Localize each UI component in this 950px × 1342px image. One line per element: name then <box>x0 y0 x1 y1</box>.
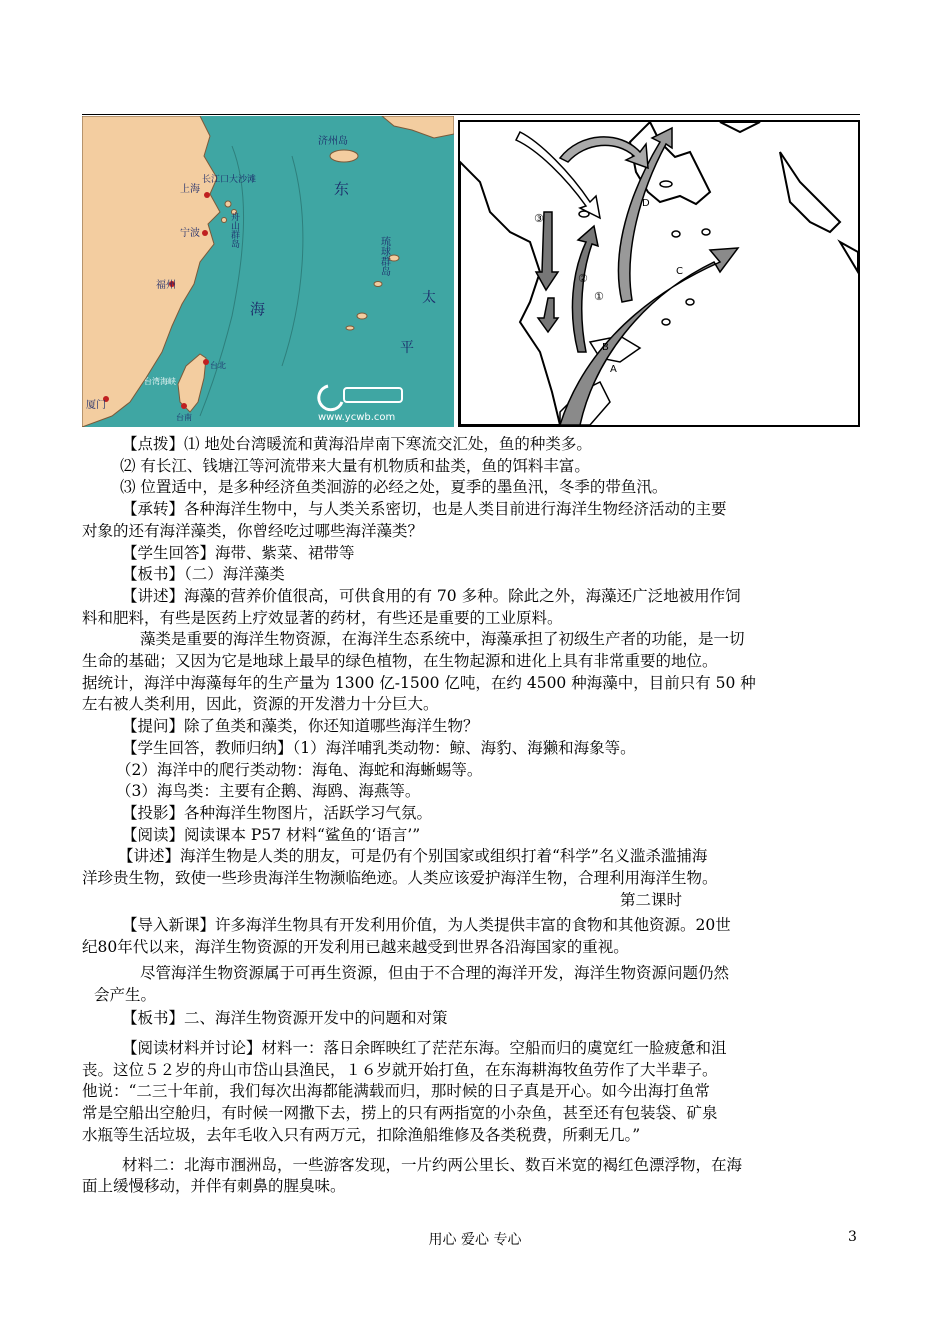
paragraph: 左右被人类利用，因此，资源的开发潜力十分巨大。 <box>82 695 439 714</box>
paragraph: 面上缓慢移动，并伴有刺鼻的腥臭味。 <box>82 1177 346 1196</box>
paragraph: 纪80年代以来，海洋生物资源的开发利用已越来越受到世界各沿海国家的重视。 <box>82 938 629 957</box>
paragraph: ⑵ 有长江、钱塘江等河流带来大量有机物质和盐类，鱼的饵料丰富。 <box>120 456 590 475</box>
paragraph: 【阅读】阅读课本 P57 材料“鲨鱼的‘语言’” <box>122 825 421 844</box>
paragraph: 据统计，海洋中海藻每年的生产量为 1300 亿-1500 亿吨，在约 4500 种海藻中，目前只有 50 种 <box>82 673 756 692</box>
paragraph: 对象的还有海洋藻类，你曾经吃过哪些海洋藻类？ <box>82 521 424 540</box>
east-china-sea-map <box>82 116 454 427</box>
section-heading: 第二课时 <box>620 890 683 909</box>
label-ningbo: 宁波 <box>180 228 200 239</box>
paragraph: 【板书】二、海洋生物资源开发中的问题和对策 <box>122 1009 448 1028</box>
paragraph: 【阅读材料并讨论】材料一：落日余晖映红了茫茫东海。空船而归的虞宽红一脸疲惫和沮 <box>122 1038 727 1057</box>
paragraph: 【讲述】海洋生物是人类的朋友，可是仍有个别国家或组织打着“科学”名义滥杀滥捕海 <box>118 847 708 866</box>
paragraph: 【板书】（二）海洋藻类 <box>122 565 285 584</box>
paragraph: 生命的基础；又因为它是地球上最早的绿色植物，在生物起源和进化上具有非常重要的地位。 <box>82 652 718 671</box>
label-fuzhou: 福州 <box>156 280 176 291</box>
label-dong: 东 <box>334 180 350 198</box>
page-footer: 用心 爱心 专心 <box>428 1232 522 1248</box>
label-tainan: 台南 <box>176 413 192 422</box>
label-jeju: 济州岛 <box>318 136 348 147</box>
paragraph: 【投影】各种海洋生物图片，活跃学习气氛。 <box>122 803 433 822</box>
paragraph: 他说：“二三十年前，我们每次出海都能满载而归，那时候的日子真是开心。如今出海打鱼常 <box>82 1082 710 1101</box>
paragraph: 【导入新课】许多海洋生物具有开发利用价值，为人类提供丰富的食物和其他资源。20世 <box>122 916 731 935</box>
paragraph: 【学生回答，教师归纳】（1）海洋哺乳类动物：鲸、海豹、海獭和海象等。 <box>122 738 636 757</box>
watermark-url: www.ycwb.com <box>318 412 396 423</box>
paragraph: 料和肥料，有些是医药上疗效显著的药材，有些还是重要的工业原料。 <box>82 608 563 627</box>
paragraph: 【点拨】⑴ 地处台湾暖流和黄海沿岸南下寒流交汇处，鱼的种类多。 <box>122 435 592 453</box>
paragraph: （2）海洋中的爬行类动物：海龟、海蛇和海蜥蜴等。 <box>116 760 483 779</box>
paragraph: （3）海鸟类：主要有企鹅、海鸥、海燕等。 <box>116 782 421 801</box>
label-tai: 太 <box>422 290 436 306</box>
label-hai: 海 <box>250 300 266 318</box>
label-yangtze-shoal: 长江口大沙滩 <box>202 175 257 185</box>
paragraph: 材料二：北海市涠洲岛，一些游客发现，一片约两公里长、数百米宽的褐红色漂浮物，在海 <box>122 1155 743 1174</box>
label-point-d: D <box>642 198 650 209</box>
label-point-b: B <box>602 342 609 353</box>
lesson-text <box>82 434 860 1198</box>
label-point-c: C <box>676 266 683 277</box>
paragraph: 会产生。 <box>94 985 157 1004</box>
paragraph: 【提问】除了鱼类和藻类，你还知道哪些海洋生物？ <box>122 717 479 736</box>
label-current-3: ③ <box>534 212 544 225</box>
page-number: 3 <box>848 1229 857 1245</box>
label-point-a: A <box>610 364 617 375</box>
label-shanghai: 上海 <box>180 184 200 195</box>
paragraph: ⑶ 位置适中，是多种经济鱼类洄游的必经之处，夏季的墨鱼汛，冬季的带鱼汛。 <box>120 478 668 497</box>
paragraph: 藻类是重要的海洋生物资源，在海洋生态系统中，海藻承担了初级生产者的功能，是一切 <box>140 630 745 649</box>
label-current-2: ② <box>578 272 588 285</box>
paragraph: 【承转】各种海洋生物中，与人类关系密切，也是人类目前进行海洋生物经济活动的主要 <box>122 500 727 519</box>
paragraph: 【讲述】海藻的营养价值很高，可供食用的有 70 多种。除此之外，海藻还广泛地被用作饲 <box>122 586 741 605</box>
label-xiamen: 厦门 <box>86 400 106 411</box>
header-rule <box>82 114 860 115</box>
paragraph: 尽管海洋生物资源属于可再生资源，但由于不合理的海洋开发，海洋生物资源问题仍然 <box>140 963 730 982</box>
label-taibei: 台北 <box>210 361 226 370</box>
ocean-currents-map <box>458 120 860 427</box>
paragraph: 常是空船出空舱归，有时候一网撒下去，捞上的只有两指宽的小杂鱼，甚至还有包装袋、矿泉 <box>82 1104 718 1123</box>
label-current-1: ① <box>594 290 604 303</box>
label-zhoushan: 舟山群岛 <box>229 212 239 248</box>
paragraph: 【学生回答】海带、紫菜、裙带等 <box>122 543 355 562</box>
label-ping: 平 <box>400 340 414 356</box>
paragraph: 水瓶等生活垃圾，去年毛收入只有两万元，扣除渔船维修及各类税费，所剩无几。” <box>82 1125 641 1144</box>
paragraph: 丧。这位５２岁的舟山市岱山县渔民，１６岁就开始打鱼，在东海耕海牧鱼劳作了大半辈子。 <box>82 1060 718 1079</box>
paragraph: 洋珍贵生物，致使一些珍贵海洋生物濒临绝迹。人类应该爱护海洋生物，合理利用海洋生物。 <box>82 869 718 888</box>
label-strait: 台湾海峡 <box>144 377 176 386</box>
label-liuqiu: 琉球群岛 <box>378 236 390 276</box>
